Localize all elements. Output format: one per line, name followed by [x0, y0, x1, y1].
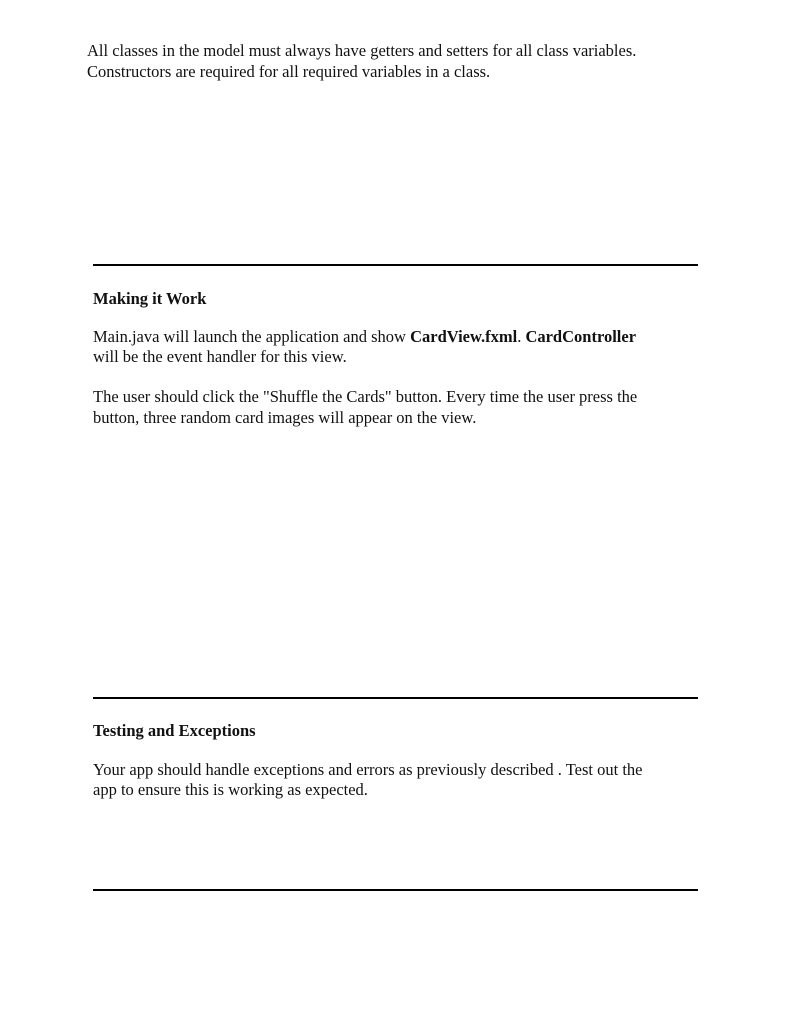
text-segment: . [517, 327, 526, 346]
section-divider [93, 889, 698, 891]
section-divider [93, 264, 698, 266]
cardview-fxml-text: CardView.fxml [410, 327, 518, 346]
making-it-work-paragraph-1-line-1 [93, 327, 636, 347]
section-heading-making-it-work: Making it Work [93, 289, 207, 308]
intro-line-2: Constructors are required for all required variables in a class. [87, 62, 491, 81]
section-heading-testing-and-exceptions: Testing and Exceptions [93, 721, 256, 740]
text-segment: Main.java will launch the application and show [93, 327, 411, 346]
making-it-work-paragraph-2-line-2: button, three random card images will appear on the view. [93, 408, 477, 427]
making-it-work-paragraph-2-line-1: The user should click the "Shuffle the Cards" button. Every time the user press the [93, 387, 638, 406]
testing-paragraph-line-2: app to ensure this is working as expected. [93, 780, 368, 799]
intro-line-1: All classes in the model must always have getters and setters for all class variables. [87, 41, 637, 60]
testing-paragraph-line-1: Your app should handle exceptions and errors as previously described . Test out the [93, 760, 643, 779]
making-it-work-paragraph-1-line-2: will be the event handler for this view. [93, 347, 347, 366]
cardcontroller-text: CardController [525, 327, 637, 346]
section-divider [93, 697, 698, 699]
